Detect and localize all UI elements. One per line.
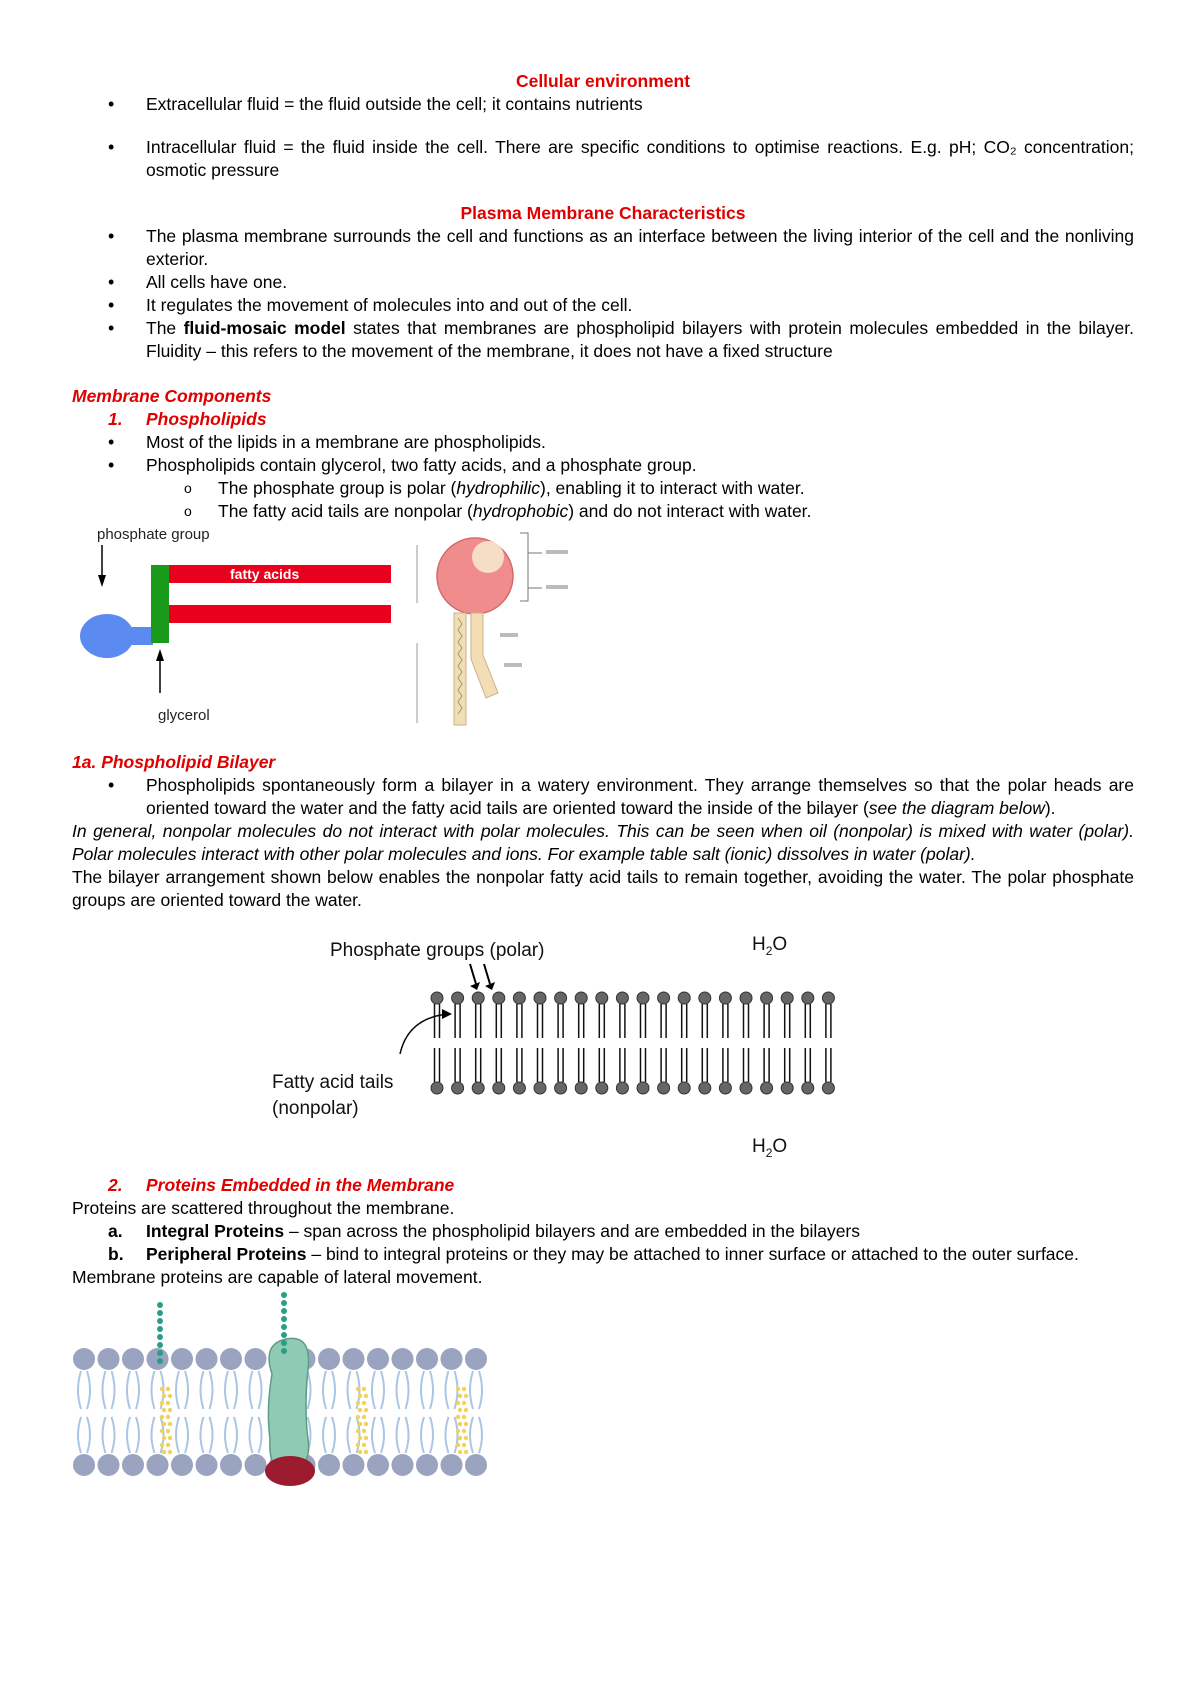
carbohydrate-chain-dot	[281, 1292, 287, 1298]
cholesterol-dot	[364, 1450, 368, 1454]
marker-b: b.	[108, 1244, 124, 1264]
lipid-tail	[406, 1371, 409, 1409]
item-proteins	[72, 1174, 1134, 1197]
cholesterol-dot	[358, 1422, 362, 1426]
lipid-tail	[381, 1417, 384, 1453]
lipid-head-top	[367, 1348, 389, 1370]
item-number-2: 2.	[108, 1175, 123, 1195]
lipid-tail	[250, 1371, 253, 1409]
phosphate-subgroup	[472, 541, 504, 573]
item-title: Phospholipids	[146, 409, 267, 429]
lipid-head-top	[220, 1348, 242, 1370]
cholesterol-dot	[456, 1443, 460, 1447]
lipid-tail	[397, 1417, 400, 1453]
lipid-tail	[323, 1417, 326, 1453]
phosphate-head-bottom	[596, 1082, 608, 1094]
tiny-label-4	[504, 663, 522, 667]
carbohydrate-chain-dot	[157, 1302, 163, 1308]
lipid-tail	[112, 1417, 115, 1453]
lipid-tail	[470, 1371, 473, 1409]
lipid-tail	[332, 1371, 335, 1409]
fatty-tails-label-1: Fatty acid tails	[272, 1072, 394, 1093]
phosphate-head-top	[431, 992, 443, 1004]
cholesterol-dot	[356, 1401, 360, 1405]
cholesterol-dot	[462, 1401, 466, 1405]
lipid-head-bottom	[98, 1454, 120, 1476]
lipid-head-bottom	[318, 1454, 340, 1476]
integral-rest: – span across the phospholipid bilayers and are embedded in the bilayers	[284, 1221, 861, 1241]
item-peripheral	[72, 1243, 1134, 1266]
peripheral-rest: – bind to integral proteins or they may be attached to inner surface or attached to the outer surface.	[306, 1244, 1079, 1264]
carbohydrate-chain-dot	[157, 1342, 163, 1348]
phosphate-head-bottom	[555, 1082, 567, 1094]
phosphate-head-bottom	[472, 1082, 484, 1094]
bullet-bilayer	[72, 774, 1134, 820]
lipid-head-top	[416, 1348, 438, 1370]
cholesterol-dot	[356, 1415, 360, 1419]
carbohydrate-chain-dot	[281, 1308, 287, 1314]
lipid-tail	[479, 1371, 482, 1409]
tails-arrow	[400, 1014, 448, 1054]
protein-types-list	[72, 1220, 1134, 1266]
cholesterol-dot	[362, 1387, 366, 1391]
lipid-tail	[421, 1417, 424, 1453]
lipid-tail	[430, 1371, 433, 1409]
lipid-head-top	[171, 1348, 193, 1370]
sub-fatty-nonpolar	[72, 500, 1134, 523]
cholesterol-dot	[458, 1422, 462, 1426]
tail-kinked	[471, 613, 498, 698]
bullet-fluid-mosaic	[72, 317, 1134, 363]
cholesterol-dot	[462, 1429, 466, 1433]
document-page	[72, 70, 1134, 1499]
glycerol-arrowhead	[156, 649, 164, 661]
lipid-head-top	[196, 1348, 218, 1370]
bullet-intracellular: • Intracellular fluid = the fluid inside the cell. There are specific conditions to optimise reactions. E.g. pH; CO₂ concentration; osmotic pressure	[72, 136, 1134, 182]
carbohydrate-chain-dot	[157, 1318, 163, 1324]
lipid-tail	[103, 1417, 106, 1453]
cholesterol-dot	[464, 1436, 468, 1440]
cholesterol-dot	[462, 1415, 466, 1419]
phosphate-head-top	[452, 992, 464, 1004]
carbohydrate-chain-dot	[281, 1332, 287, 1338]
lipid-tail	[152, 1371, 155, 1409]
fluid-prefix: The	[146, 318, 184, 338]
lipid-tail	[348, 1371, 351, 1409]
lipid-head-bottom	[343, 1454, 365, 1476]
water-bottom-sub: 2	[765, 1146, 773, 1160]
item-integral	[72, 1220, 1134, 1243]
cholesterol-dot	[168, 1408, 172, 1412]
lipid-tail	[225, 1371, 228, 1409]
sub2-b: hydrophobic	[472, 501, 569, 521]
lipid-tail	[479, 1417, 482, 1453]
bilayer-text: Phospholipids spontaneously form a bilayer in a watery environment. They arrange themselves so that the polar heads are oriented toward the water and the fatty acid tails are oriented toward the inside of the bilayer (	[146, 775, 1134, 818]
lipid-tail	[87, 1417, 90, 1453]
membrane-protein-figure	[72, 1289, 1134, 1499]
phosphate-head-bottom	[822, 1082, 834, 1094]
cholesterol-dot	[162, 1422, 166, 1426]
bilayer-rows	[431, 992, 834, 1094]
lipid-tail	[259, 1417, 262, 1453]
phosphate-head-bottom	[513, 1082, 525, 1094]
cholesterol-dot	[160, 1429, 164, 1433]
phosphate-head-top	[740, 992, 752, 1004]
lipid-tail	[136, 1417, 139, 1453]
lipid-tail	[430, 1417, 433, 1453]
water-bottom-o: O	[772, 1136, 788, 1157]
cholesterol-dot	[358, 1394, 362, 1398]
lipid-tail	[201, 1371, 204, 1409]
lipid-head-bottom	[73, 1454, 95, 1476]
cholesterol-dot	[462, 1387, 466, 1391]
cholesterol-dot	[464, 1422, 468, 1426]
cholesterol-dot	[166, 1415, 170, 1419]
cholesterol-dot	[364, 1422, 368, 1426]
phosphate-head-top	[616, 992, 628, 1004]
tiny-label-3	[500, 633, 518, 637]
lipid-head-bottom	[122, 1454, 144, 1476]
water-top-h: H	[752, 934, 766, 955]
lipid-tail	[250, 1417, 253, 1453]
bullet-all-cells: • All cells have one.	[72, 271, 1134, 294]
glycerol-label: glycerol	[158, 707, 210, 724]
bilayer-end: ).	[1044, 798, 1056, 818]
phosphate-head-bottom	[534, 1082, 546, 1094]
cellular-environment-list	[72, 93, 1134, 182]
phosphate-head-bottom	[678, 1082, 690, 1094]
phosphate-head-bottom	[802, 1082, 814, 1094]
lipid-tail	[78, 1417, 81, 1453]
phosphate-groups-label: Phosphate groups (polar)	[330, 940, 545, 961]
lipid-head-bottom	[416, 1454, 438, 1476]
cholesterol-dot	[464, 1450, 468, 1454]
phosphate-head-bottom	[740, 1082, 752, 1094]
cholesterol-dot	[362, 1429, 366, 1433]
lipid-tail	[127, 1417, 130, 1453]
phosphate-head-bottom	[719, 1082, 731, 1094]
components-list	[72, 408, 1134, 431]
cholesterol-dot	[166, 1443, 170, 1447]
water-bottom	[752, 1136, 787, 1160]
plasma-membrane-list	[72, 225, 1134, 363]
lipid-tail	[470, 1417, 473, 1453]
lipid-head-bottom	[171, 1454, 193, 1476]
bilayer-list	[72, 774, 1134, 820]
cholesterol-dot	[458, 1450, 462, 1454]
bullet-most-lipids: • Most of the lipids in a membrane are phospholipids.	[72, 431, 1134, 454]
phosphate-arrowhead	[98, 575, 106, 587]
phosphate-head-bottom	[781, 1082, 793, 1094]
cholesterol-dot	[364, 1394, 368, 1398]
phospholipid-figure	[72, 523, 1134, 751]
cholesterol-dot	[458, 1408, 462, 1412]
sub1-b: hydrophilic	[456, 478, 540, 498]
cholesterol-dot	[166, 1387, 170, 1391]
cholesterol-dot	[358, 1408, 362, 1412]
lipid-head-bottom	[220, 1454, 242, 1476]
phospholipid-sublist	[72, 477, 1134, 523]
bilayer-diagram	[72, 912, 1134, 1174]
lipid-head-bottom	[196, 1454, 218, 1476]
phosphate-head-top	[699, 992, 711, 1004]
cholesterol-dot	[456, 1387, 460, 1391]
lipid-head-top	[318, 1348, 340, 1370]
lipid-tail	[372, 1417, 375, 1453]
lipid-tail	[112, 1371, 115, 1409]
phospholipid-molecule-illustration	[417, 533, 568, 725]
carbohydrate-chain-dot	[281, 1348, 287, 1354]
lipid-tail	[78, 1371, 81, 1409]
phosphate-head-top	[513, 992, 525, 1004]
phosphate-head-top	[637, 992, 649, 1004]
cholesterol-dot	[464, 1394, 468, 1398]
sub2-c: ) and do not interact with water.	[568, 501, 812, 521]
fluid-rest: states that membranes are phospholipid bilayers with protein molecules embedded in the bilayer. Fluidity – this refers to the movement of the membrane, it does not have a fixed structure	[146, 318, 1134, 361]
cholesterol-dot	[456, 1415, 460, 1419]
lipid-tail	[201, 1417, 204, 1453]
lipid-tail	[421, 1371, 424, 1409]
cholesterol-dot	[362, 1415, 366, 1419]
carbohydrate-chain-dot	[157, 1358, 163, 1364]
fatty-acids-label: fatty acids	[230, 566, 300, 582]
phosphate-head-top	[534, 992, 546, 1004]
phosphate-head	[80, 614, 134, 658]
proteins-title: Proteins Embedded in the Membrane	[146, 1175, 455, 1195]
phosphate-head-top	[555, 992, 567, 1004]
proteins-heading-list	[72, 1174, 1134, 1197]
tiny-label-1	[546, 550, 568, 554]
cholesterol-dot	[160, 1415, 164, 1419]
cholesterol-dot	[356, 1443, 360, 1447]
cholesterol-dot	[168, 1436, 172, 1440]
lipid-tail	[87, 1371, 90, 1409]
phosphate-head-top	[472, 992, 484, 1004]
lipid-head-top	[147, 1348, 169, 1370]
phosphate-head-bottom	[452, 1082, 464, 1094]
cholesterol-dot	[362, 1401, 366, 1405]
lipid-head-bottom	[392, 1454, 414, 1476]
lipid-tail	[103, 1371, 106, 1409]
carbohydrate-chain-dot	[281, 1340, 287, 1346]
water-top-o: O	[772, 934, 788, 955]
cholesterol-dot	[456, 1401, 460, 1405]
sub1-c: ), enabling it to interact with water.	[540, 478, 805, 498]
heading-plasma-membrane: Plasma Membrane Characteristics	[460, 203, 746, 223]
cholesterol-dot	[364, 1436, 368, 1440]
lipid-tail	[185, 1417, 188, 1453]
phosphate-head-top	[678, 992, 690, 1004]
phosphate-head-bottom	[493, 1082, 505, 1094]
bilayer-arrangement-paragraph: The bilayer arrangement shown below enables the nonpolar fatty acid tails to remain together, avoiding the water. The polar phosphate groups are oriented toward the water.	[72, 867, 1134, 910]
item-phospholipids	[72, 408, 1134, 431]
sub2-a: The fatty acid tails are nonpolar (	[218, 501, 473, 521]
peripheral-protein	[265, 1456, 315, 1486]
phospholipid-diagram	[72, 523, 1134, 751]
integral-protein	[268, 1338, 308, 1471]
lipid-tail	[348, 1417, 351, 1453]
phosphate-head-top	[493, 992, 505, 1004]
carbohydrate-chain-dot	[157, 1310, 163, 1316]
lipid-tail	[372, 1371, 375, 1409]
water-bottom-h: H	[752, 1136, 766, 1157]
phosphate-head-top	[719, 992, 731, 1004]
lipid-tail	[455, 1417, 458, 1453]
phosphate-head-top	[575, 992, 587, 1004]
item-number: 1.	[108, 409, 123, 429]
cholesterol-dot	[162, 1436, 166, 1440]
lipid-tail	[127, 1371, 130, 1409]
phosphate-head-bottom	[637, 1082, 649, 1094]
carbohydrate-chain-dot	[157, 1334, 163, 1340]
phosphate-head-top	[761, 992, 773, 1004]
cholesterol-dot	[160, 1387, 164, 1391]
lipid-tail	[152, 1417, 155, 1453]
cholesterol-dot	[168, 1394, 172, 1398]
cholesterol-dot	[456, 1429, 460, 1433]
cholesterol-dot	[462, 1443, 466, 1447]
water-top	[752, 934, 787, 958]
marker-a: a.	[108, 1221, 123, 1241]
water-top-sub: 2	[765, 944, 773, 958]
phosphate-head-top	[658, 992, 670, 1004]
sub1-a: The phosphate group is polar (	[218, 478, 457, 498]
phosphate-head-top	[781, 992, 793, 1004]
cholesterol-dot	[162, 1394, 166, 1398]
phosphate-head-top	[822, 992, 834, 1004]
lipid-tail	[176, 1417, 179, 1453]
bullet-extracellular: • Extracellular fluid = the fluid outside the cell; it contains nutrients	[72, 93, 1134, 116]
lipid-tail	[323, 1371, 326, 1409]
proteins-intro: Proteins are scattered throughout the membrane.	[72, 1198, 455, 1218]
lipid-head-top	[245, 1348, 267, 1370]
lipid-head-top	[465, 1348, 487, 1370]
cholesterol-dot	[358, 1436, 362, 1440]
cholesterol-dot	[356, 1429, 360, 1433]
cholesterol-dot	[362, 1443, 366, 1447]
lipid-head-top	[343, 1348, 365, 1370]
phosphate-head-bottom	[616, 1082, 628, 1094]
phosphate-head-bottom	[658, 1082, 670, 1094]
lipid-tail	[210, 1417, 213, 1453]
cholesterol-dot	[464, 1408, 468, 1412]
phosphate-head-bottom	[761, 1082, 773, 1094]
lipid-head-top	[122, 1348, 144, 1370]
phospholipid-list	[72, 431, 1134, 477]
cholesterol-dot	[458, 1394, 462, 1398]
lipid-tail	[397, 1371, 400, 1409]
glycerol-block	[151, 565, 169, 643]
phosphate-head-top	[802, 992, 814, 1004]
lipid-tail	[225, 1417, 228, 1453]
nonpolar-paragraph: In general, nonpolar molecules do not interact with polar molecules. This can be seen when oil (nonpolar) is mixed with water (polar). Polar molecules interact with other polar molecules and ions. For example table salt (ionic) dissolves in water (polar).	[72, 821, 1134, 864]
cholesterol-dot	[168, 1450, 172, 1454]
phosphate-arrow-1	[470, 964, 476, 984]
lipid-tail	[210, 1371, 213, 1409]
lipid-head-bottom	[245, 1454, 267, 1476]
fatty-acid-tail-2	[169, 605, 391, 623]
lipid-head-top	[98, 1348, 120, 1370]
cholesterol-dot	[162, 1450, 166, 1454]
bilayer-figure	[72, 912, 1134, 1174]
lipid-tail	[136, 1371, 139, 1409]
heading-membrane-components: Membrane Components	[72, 386, 272, 406]
lipid-tail	[234, 1417, 237, 1453]
lipid-tail	[259, 1371, 262, 1409]
bullet-contain-glycerol: • Phospholipids contain glycerol, two fatty acids, and a phosphate group.	[72, 454, 1134, 477]
sub-phosphate-polar	[72, 477, 1134, 500]
cholesterol-dot	[358, 1450, 362, 1454]
lipid-head-top	[73, 1348, 95, 1370]
bullet-interface: • The plasma membrane surrounds the cell and functions as an interface between the living interior of the cell and the nonliving exterior.	[72, 225, 1134, 271]
integral-term: Integral Proteins	[146, 1221, 285, 1241]
bracket-head	[520, 533, 528, 601]
phosphate-head-top	[596, 992, 608, 1004]
phosphate-arrow-2	[484, 964, 490, 984]
lipid-tail	[332, 1417, 335, 1453]
lipid-tail	[185, 1371, 188, 1409]
peripheral-term: Peripheral Proteins	[146, 1244, 307, 1264]
lipid-tail	[381, 1371, 384, 1409]
lipid-tail	[446, 1417, 449, 1453]
carbohydrate-chain-dot	[281, 1316, 287, 1322]
lipid-head-bottom	[441, 1454, 463, 1476]
cholesterol-dot	[160, 1443, 164, 1447]
lipid-tail	[406, 1417, 409, 1453]
cholesterol-dot	[166, 1401, 170, 1405]
phosphate-head-bottom	[431, 1082, 443, 1094]
lipid-head-top	[392, 1348, 414, 1370]
tiny-label-2	[546, 585, 568, 589]
cholesterol-dot	[168, 1422, 172, 1426]
proteins-outro: Membrane proteins are capable of lateral movement.	[72, 1267, 483, 1287]
heading-cellular-environment: Cellular environment	[515, 71, 691, 91]
lipid-head-bottom	[147, 1454, 169, 1476]
phosphate-head-bottom	[699, 1082, 711, 1094]
tails-arrowhead	[442, 1009, 452, 1019]
cholesterol-dot	[160, 1401, 164, 1405]
fatty-tails-label-2: (nonpolar)	[272, 1098, 359, 1119]
lipid-head-bottom	[367, 1454, 389, 1476]
carbohydrate-chain-dot	[281, 1324, 287, 1330]
cholesterol-dot	[356, 1387, 360, 1391]
lipid-head-top	[441, 1348, 463, 1370]
phosphate-group-label: phosphate group	[97, 526, 210, 543]
cholesterol-dot	[166, 1429, 170, 1433]
cholesterol-dot	[364, 1408, 368, 1412]
lipid-tail	[446, 1371, 449, 1409]
cholesterol-dot	[162, 1408, 166, 1412]
bullet-regulates: • It regulates the movement of molecules into and out of the cell.	[72, 294, 1134, 317]
lipid-tail	[234, 1371, 237, 1409]
phosphate-head-bottom	[575, 1082, 587, 1094]
lipid-head-bottom	[465, 1454, 487, 1476]
carbohydrate-chain-dot	[281, 1300, 287, 1306]
head-neck	[127, 627, 153, 645]
heading-phospholipid-bilayer: 1a. Phospholipid Bilayer	[72, 752, 276, 772]
lipid-tail	[176, 1371, 179, 1409]
bilayer-italic: see the diagram below	[868, 798, 1045, 818]
fluid-mosaic-term: fluid-mosaic model	[183, 318, 346, 338]
cholesterol-dot	[458, 1436, 462, 1440]
carbohydrate-chain-dot	[157, 1350, 163, 1356]
carbohydrate-chain-dot	[157, 1326, 163, 1332]
membrane-protein-diagram	[72, 1289, 1134, 1499]
